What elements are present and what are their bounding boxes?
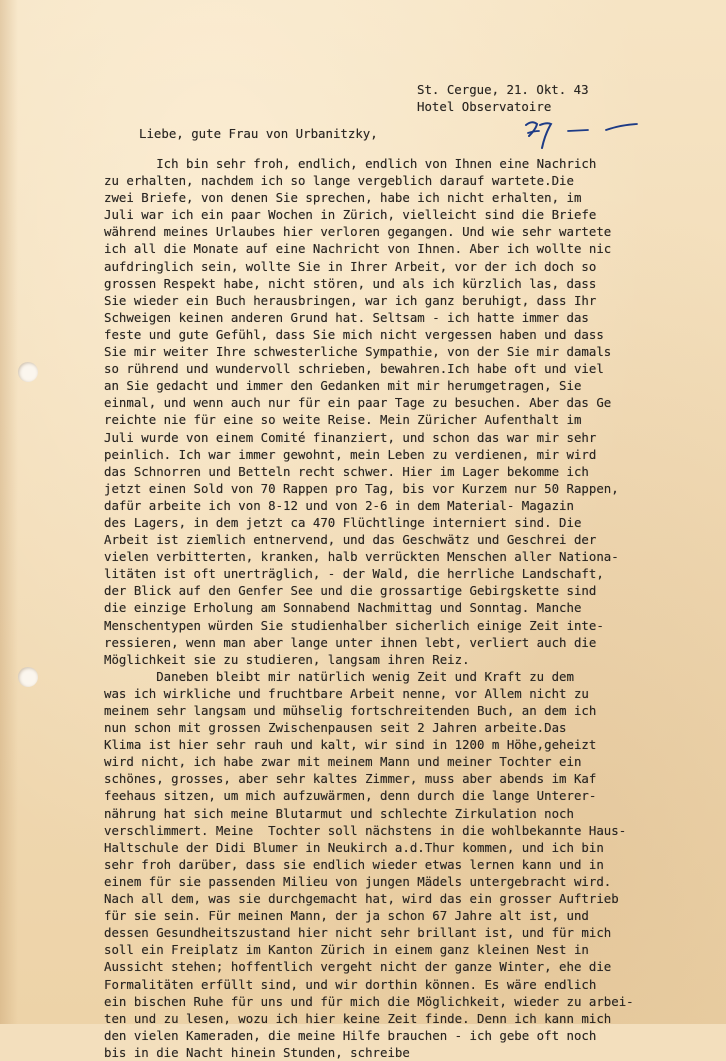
body-line: des Lagers, in dem jetzt ca 470 Flüchtlinge interniert sind. Die — [104, 514, 582, 530]
body-line: zu erhalten, nachdem ich so lange vergeblich darauf wartete.Die — [104, 173, 574, 189]
body-line: litäten ist oft unerträglich, - der Wald, die herrliche Landschaft, — [104, 566, 604, 582]
body-line: Daneben bleibt mir natürlich wenig Zeit und Kraft zu dem — [104, 668, 574, 684]
body-line: Schweigen keinen anderen Grund hat. Seltsam - ich hatte immer das — [104, 309, 589, 325]
body-line: dafür arbeite ich von 8-12 und von 2-6 in dem Material- Magazin — [104, 497, 574, 513]
punch-hole-upper — [18, 362, 38, 382]
body-line: dessen Gesundheitszustand hier nicht sehr brillant ist, und für mich — [104, 925, 612, 941]
handwritten-number-27 — [520, 116, 650, 156]
body-line: jetzt einen Sold von 70 Rappen pro Tag, bis vor Kurzem nur 50 Rappen, — [104, 480, 619, 496]
body-line: Nach all dem, was sie durchgemacht hat, wird das ein grosser Auftrieb — [104, 891, 619, 907]
body-line: die einzige Erholung am Sonnabend Nachmittag und Sonntag. Manche — [104, 600, 582, 616]
body-line: schönes, grosses, aber sehr kaltes Zimmer, muss aber abends im Kaf — [104, 771, 597, 787]
body-line: während meines Urlaubes hier verloren gegangen. Und wie sehr wartete — [104, 224, 612, 240]
body-line: ich all die Monate auf eine Nachricht von Ihnen. Aber ich wollte nic — [104, 241, 612, 257]
body-line: Klima ist hier sehr rauh und kalt, wir sind in 1200 m Höhe,geheizt — [104, 737, 597, 753]
body-line: sehr froh darüber, dass sie endlich wieder etwas lernen kann und in — [104, 856, 604, 872]
body-line: grossen Respekt habe, nicht stören, und als ich kürzlich las, dass — [104, 275, 597, 291]
place-date: St. Cergue, 21. Okt. 43 — [417, 82, 589, 97]
body-line: zwei Briefe, von denen Sie sprechen, habe ich nicht erhalten, im — [104, 190, 582, 206]
body-line: Formalitäten erfüllt sind, und wir dorthin können. Es wäre endlich — [104, 976, 597, 992]
body-line: Juli wurde von einem Comité finanziert, und schon das war mir sehr — [104, 429, 597, 445]
body-line: das Schnorren und Betteln recht schwer. Hier im Lager bekomme ich — [104, 463, 589, 479]
body-line: Juli war ich ein paar Wochen in Zürich, vielleicht sind die Briefe — [104, 207, 597, 223]
body-line: ein bischen Ruhe für uns und für mich die Möglichkeit, wieder zu arbei- — [104, 993, 634, 1009]
body-line: für sie sein. Für meinen Mann, der ja schon 67 Jahre alt ist, und — [104, 908, 589, 924]
body-line: an Sie gedacht und immer den Gedanken mit mir herumgetragen, Sie — [104, 378, 582, 394]
body-line: was ich wirkliche und fruchtbare Arbeit nenne, vor Allem nicht zu — [104, 685, 589, 701]
page-edge-shadow — [0, 0, 18, 1024]
body-line: Haltschule der Didi Blumer in Neukirch a.d.Thur kommen, und ich bin — [104, 839, 604, 855]
body-line: meinem sehr langsam und mühselig fortschreitenden Buch, an dem ich — [104, 703, 597, 718]
body-line: nun schon mit grossen Zwischenpausen seit 2 Jahren arbeite.Das — [104, 720, 567, 736]
body-line: einmal, und wenn auch nur für ein paar Tage zu besuchen. Aber das Ge — [104, 395, 612, 411]
body-line: den vielen Kameraden, die meine Hilfe brauchen - ich gebe oft noch — [104, 1027, 597, 1043]
body-line: ten und zu lesen, wozu ich hier keine Zeit finde. Denn ich kann mich — [104, 1010, 612, 1026]
body-line: soll ein Freiplatz im Kanton Zürich in einem ganz kleinen Nest in — [104, 942, 589, 958]
body-line: peinlich. Ich war immer gewohnt, mein Leben zu verdienen, mir wird — [104, 446, 597, 462]
body-line: ressieren, wenn man aber lange unter ihnen lebt, verliert auch die — [104, 634, 597, 650]
body-line: einem für sie passenden Milieu von jungen Mädels untergebracht wird. — [104, 873, 612, 889]
body-line: wird nicht, ich habe zwar mit meinem Mann und meiner Tochter ein — [104, 754, 582, 770]
body-line: nährung hat sich meine Blutarmut und schlechte Zirkulation noch — [104, 805, 574, 821]
body-line: so rührend und wundervoll schrieben, bewahren.Ich habe oft und viel — [104, 361, 604, 377]
body-line: Menschentypen würden Sie studienhalber sicherlich einige Zeit inte- — [104, 617, 604, 633]
body-line: feste und gute Gefühl, dass Sie mich nicht vergessen haben und dass — [104, 326, 604, 342]
letter-body — [104, 155, 634, 1061]
body-line: vielen verbitterten, kranken, halb verrückten Menschen aller Nationa- — [104, 549, 619, 565]
body-line: Sie mir weiter Ihre schwesterliche Sympathie, von der Sie mir damals — [104, 344, 612, 360]
body-line: Sie wieder ein Buch herausbringen, war ich ganz beruhigt, dass Ihr — [104, 292, 597, 308]
body-line: bis in die Nacht hinein Stunden, schreibe — [104, 1044, 410, 1060]
body-line: Ich bin sehr froh, endlich, endlich von Ihnen eine Nachrich — [104, 156, 597, 171]
handwritten-annotation — [520, 116, 650, 156]
body-line: feehaus sitzen, um mich aufzuwärmen, denn durch die lange Unterer- — [104, 788, 597, 804]
body-line: Aussicht stehen; hoffentlich vergeht nicht der ganze Winter, ehe die — [104, 959, 612, 975]
body-line: aufdringlich sein, wollte Sie in Ihrer Arbeit, vor der ich doch so — [104, 258, 597, 274]
body-line: Arbeit ist ziemlich entnervend, und das Geschwätz und Geschrei der — [104, 532, 597, 548]
body-line: reichte nie für eine so weite Reise. Mein Züricher Aufenthalt im — [104, 412, 582, 428]
salutation: Liebe, gute Frau von Urbanitzky, — [139, 126, 378, 141]
punch-hole-lower — [18, 667, 38, 687]
body-line: Möglichkeit sie zu studieren, langsam ihren Reiz. — [104, 651, 470, 667]
body-line: verschlimmert. Meine Tochter soll nächstens in die wohlbekannte Haus- — [104, 822, 627, 838]
hotel-name: Hotel Observatoire — [417, 99, 552, 114]
body-line: der Blick auf den Genfer See und die grossartige Gebirgskette sind — [104, 583, 597, 599]
